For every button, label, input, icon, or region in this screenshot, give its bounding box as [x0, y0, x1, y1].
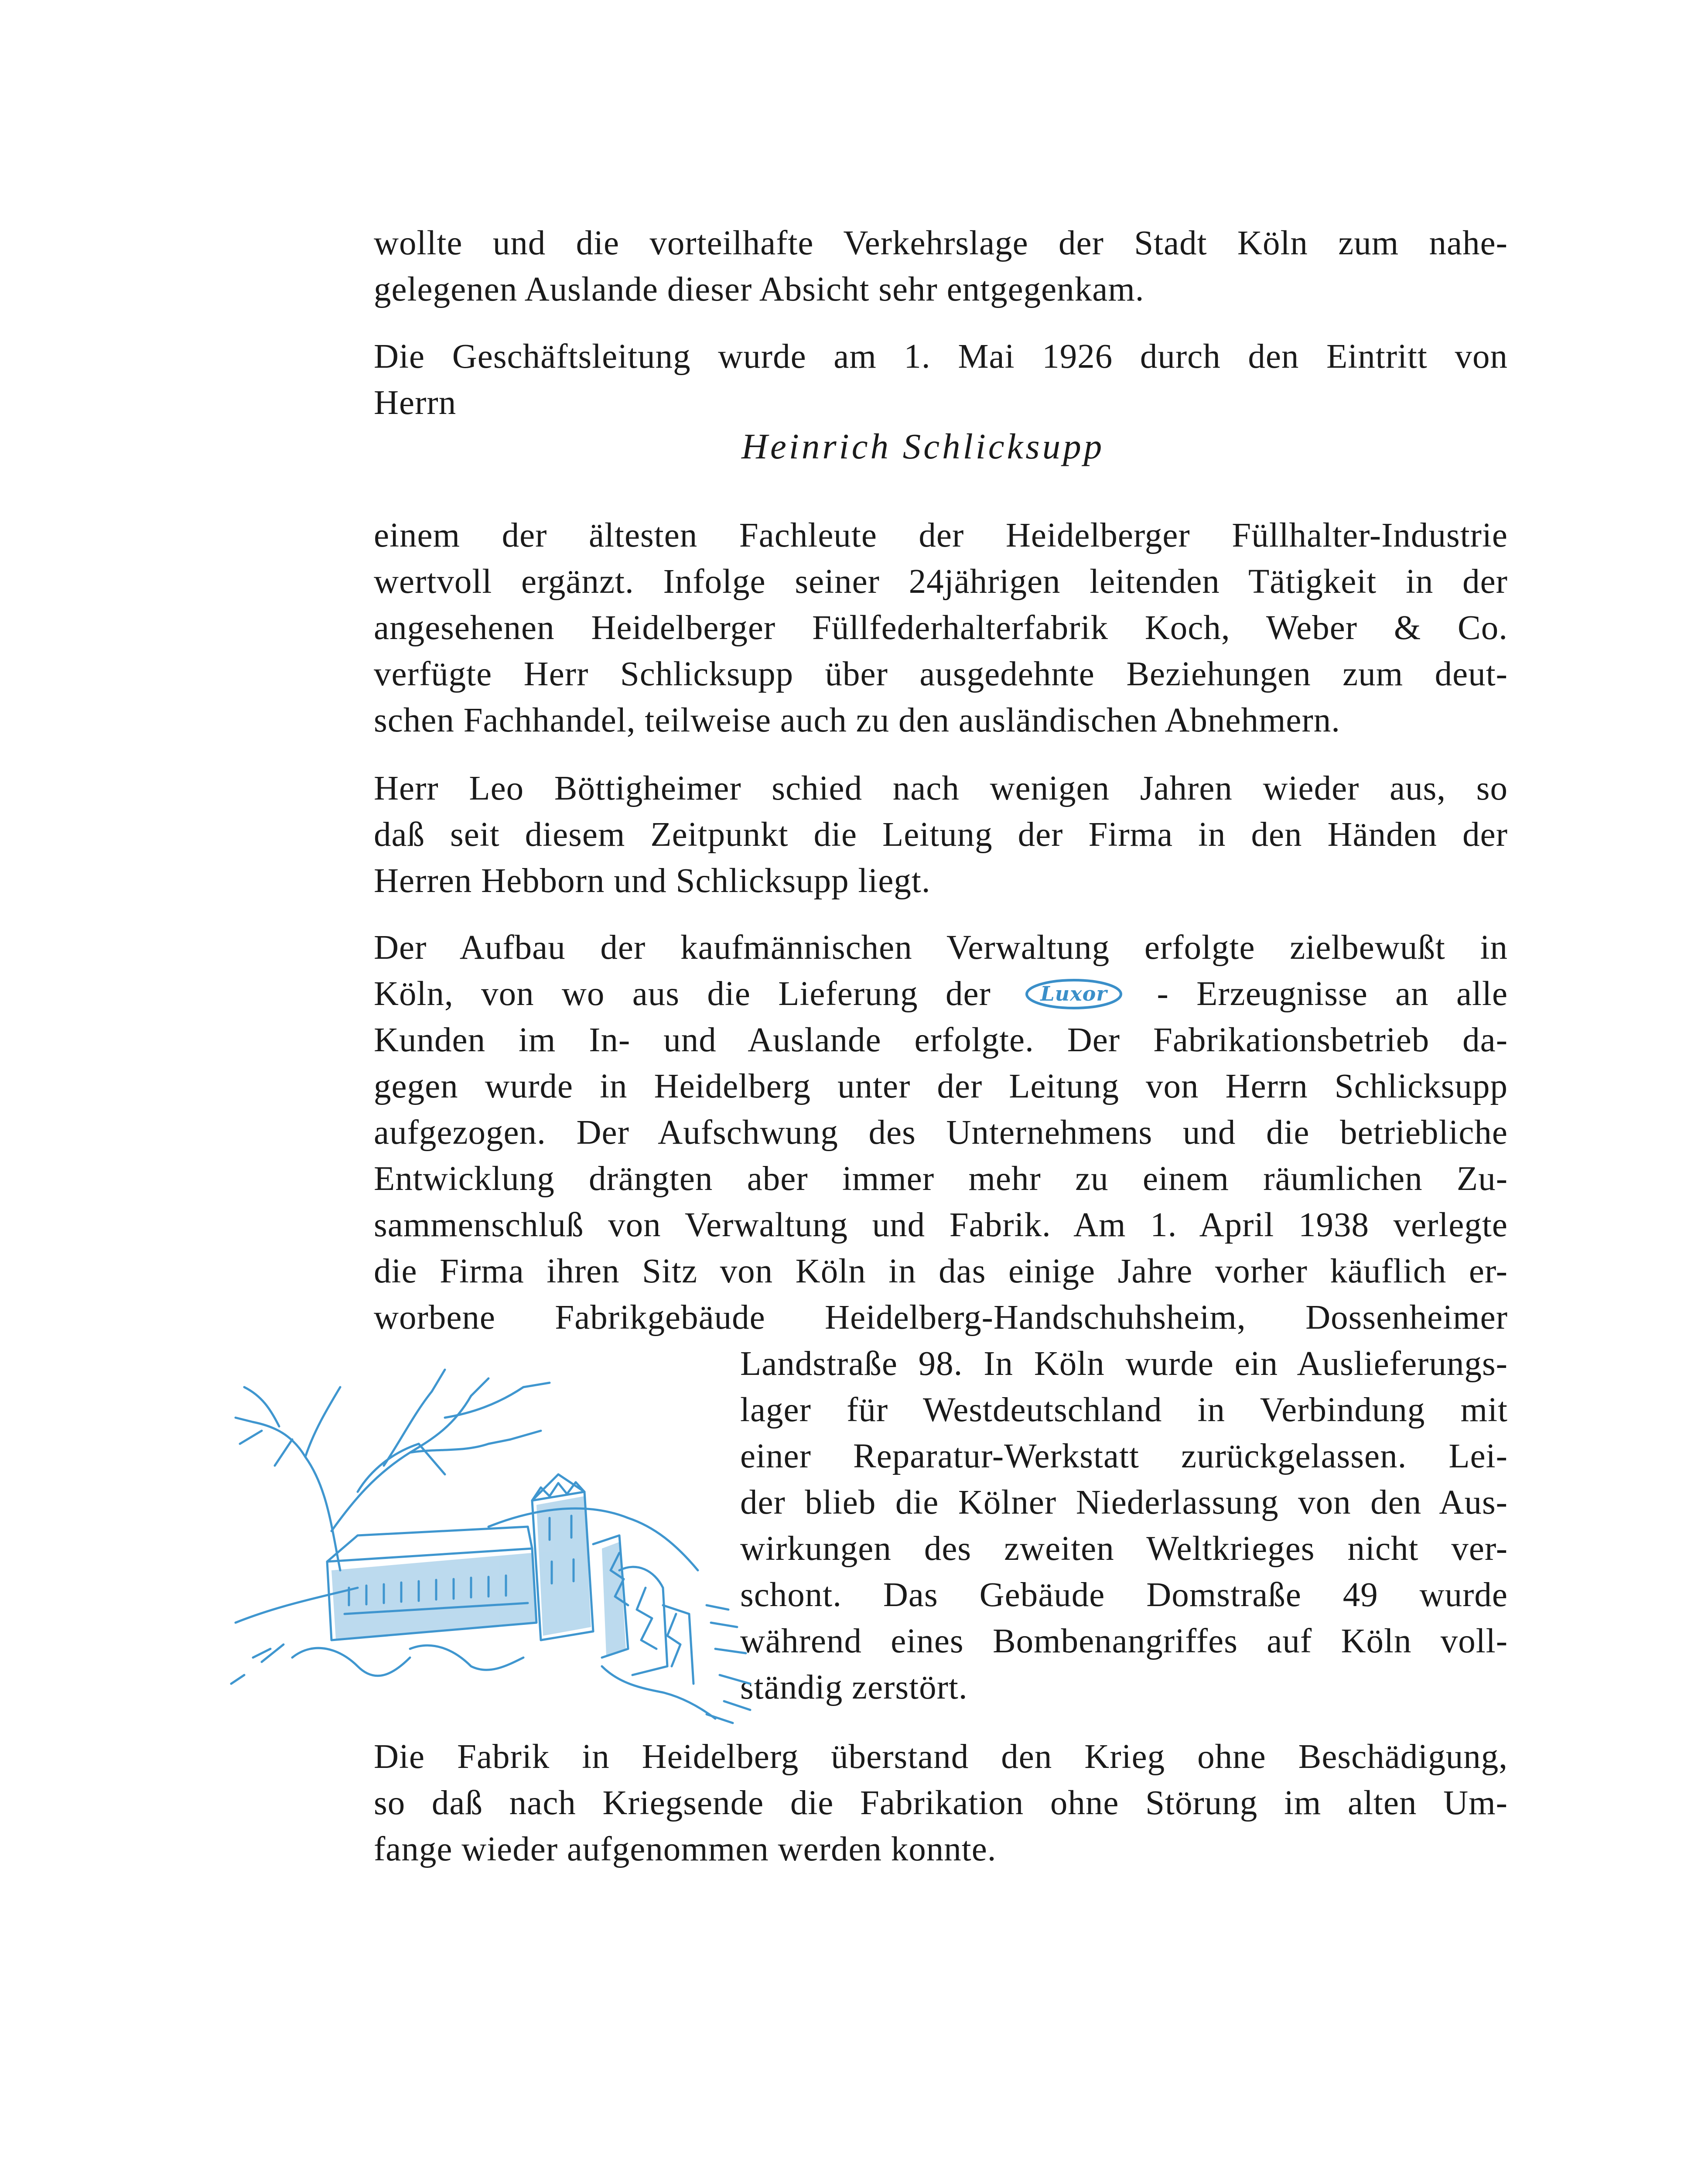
paragraph-6 [374, 1734, 1508, 1873]
text-line: wertvoll ergänzt. Infolge seiner 24jährigen leitenden Tätigkeit in der [374, 563, 1508, 601]
luxor-logo-icon [1024, 977, 1124, 1011]
text-line: so daß nach Kriegsende die Fabrikation ohne Störung im alten Um- [374, 1784, 1508, 1822]
text-line: einer Reparatur-Werkstatt zurückgelassen. Lei- [740, 1437, 1508, 1475]
paragraph-1 [374, 220, 1508, 313]
paragraph-4 [374, 766, 1508, 904]
text-line: wirkungen des zweiten Weltkrieges nicht ver- [740, 1530, 1508, 1568]
text-line: Herren Hebborn und Schlicksupp liegt. [374, 862, 931, 900]
person-name: Heinrich Schlicksupp [741, 426, 1105, 466]
text-line: Kunden im In- und Auslande erfolgte. Der Fabrikationsbetrieb da- [374, 1021, 1508, 1059]
text-line: schen Fachhandel, teilweise auch zu den ausländischen Abnehmern. [374, 701, 1341, 739]
text-line: die Firma ihren Sitz von Köln in das einige Jahre vorher käuflich er- [374, 1252, 1508, 1290]
text-line: wollte und die vorteilhafte Verkehrslage der Stadt Köln zum nahe- [374, 224, 1508, 262]
text-line: verfügte Herr Schlicksupp über ausgedehnte Beziehungen zum deut- [374, 655, 1508, 693]
paragraph-2 [374, 334, 1508, 426]
text-line: daß seit diesem Zeitpunkt die Leitung der Firma in den Händen der [374, 816, 1508, 854]
castle-illustration-icon [227, 1343, 772, 1727]
svg-text:Luxor: Luxor [1040, 982, 1107, 1005]
text-line: lager für Westdeutschland in Verbindung mit [740, 1391, 1508, 1429]
text-line: der blieb die Kölner Niederlassung von den Aus- [740, 1484, 1508, 1521]
text-line: aufgezogen. Der Aufschwung des Unternehmens und die betriebliche [374, 1114, 1508, 1152]
text-line: Landstraße 98. In Köln wurde ein Auslieferungs- [740, 1345, 1508, 1383]
text-line: einem der ältesten Fachleute der Heidelberger Füllhalter-Industrie [374, 516, 1508, 554]
text-line: Herr Leo Böttigheimer schied nach wenigen Jahren wieder aus, so [374, 769, 1508, 807]
text-line: fange wieder aufgenommen werden konnte. [374, 1830, 997, 1868]
text-fragment: - Erzeugnisse an alle [1157, 975, 1508, 1013]
text-line: Herrn [374, 384, 457, 422]
text-line: Entwicklung drängten aber immer mehr zu einem räumlichen Zu- [374, 1160, 1508, 1198]
text-line: während eines Bombenangriffes auf Köln voll- [740, 1622, 1508, 1660]
paragraph-3 [374, 513, 1508, 744]
text-line: sammenschluß von Verwaltung und Fabrik. Am 1. April 1938 verlegte [374, 1206, 1508, 1244]
text-line: Der Aufbau der kaufmännischen Verwaltung erfolgte zielbewußt in [374, 929, 1508, 967]
text-line: worbene Fabrikgebäude Heidelberg-Handschuhsheim, Dossenheimer [374, 1299, 1508, 1337]
text-line: Die Fabrik in Heidelberg überstand den Krieg ohne Beschädigung, [374, 1738, 1508, 1776]
text-fragment: Köln, von wo aus die Lieferung der [374, 975, 991, 1013]
text-line-with-logo [374, 971, 1508, 1017]
text-line: gegen wurde in Heidelberg unter der Leitung von Herrn Schlicksupp [374, 1067, 1508, 1105]
text-line: ständig zerstört. [740, 1668, 968, 1706]
text-line: angesehenen Heidelberger Füllfederhalterfabrik Koch, Weber & Co. [374, 609, 1508, 647]
text-line: gelegenen Auslande dieser Absicht sehr entgegenkam. [374, 270, 1144, 308]
text-line: schont. Das Gebäude Domstraße 49 wurde [740, 1576, 1508, 1614]
text-line: Die Geschäftsleitung wurde am 1. Mai 1926 durch den Eintritt von [374, 338, 1508, 376]
